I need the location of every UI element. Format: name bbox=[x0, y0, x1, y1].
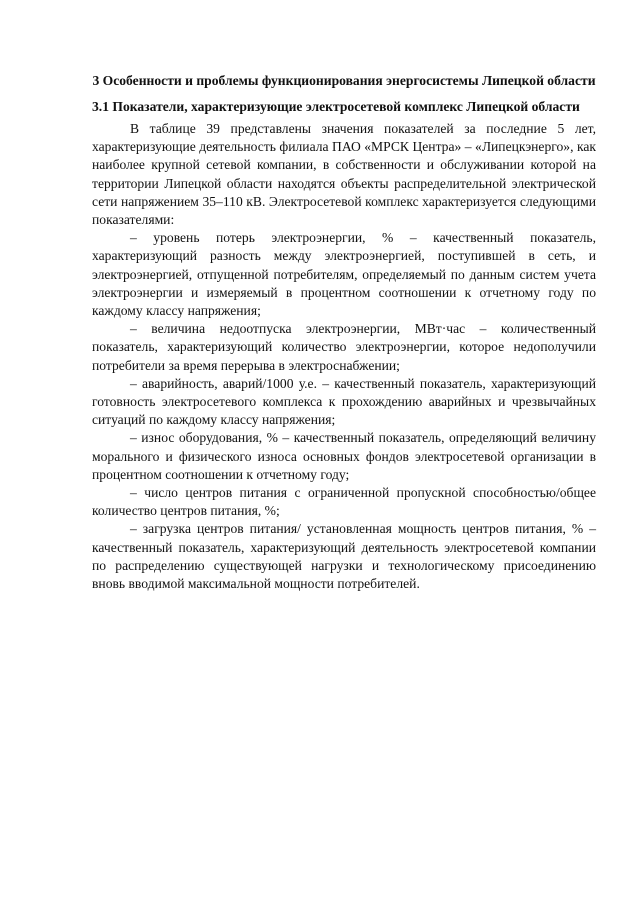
list-item: – износ оборудования, % – качественный показатель, определяющий величину морального и физического износа основных фондов электросетевой организации в процентном соотношении к отчетному году; bbox=[92, 430, 596, 482]
section-title: 3 Особенности и проблемы функционирования энергосистемы Липецкой области bbox=[92, 73, 596, 88]
list-item: – число центров питания с ограниченной пропускной способностью/общее количество центров питания, %; bbox=[92, 485, 596, 519]
list-item: – загрузка центров питания/ установленная мощность центров питания, % – качественный показатель, характеризующий деятельность электросетевой компании по распределению существующей нагрузки и технологическому присоединению вновь вводимой максимальной мощности потребителей. bbox=[92, 521, 596, 592]
list-item: – величина недоотпуска электроэнергии, МВт·час – количественный показатель, характеризующий количество электроэнергии, которое недополучили потребители за время перерыва в электроснабжении; bbox=[92, 321, 596, 373]
list-item: – аварийность, аварий/1000 у.е. – качественный показатель, характеризующий готовность электросетевого комплекса к прохождению аварийных и чрезвычайных ситуаций по каждому классу напряжения; bbox=[92, 375, 596, 428]
intro-paragraph: В таблице 39 представлены значения показателей за последние 5 лет, характеризующие деятельность филиала ПАО «МРСК Центра» – «Липецкэнерго», как наиболее крупной сетевой компании, в собственности и обслуживании которой на территории Липецкой области находятся объекты распределительной электрической сети напряжением 35–110 кВ. Электросетевой комплекс характеризуется следующими показателями: bbox=[92, 121, 596, 228]
list-item: – уровень потерь электроэнергии, % – качественный показатель, характеризующий разность между электроэнергией, поступившей в сеть, и электроэнергией, отпущенной потребителям, определяемый по данным систем учета электроэнергии и измеряемый в процентном соотношении к отчетному году по каждому классу напряжения; bbox=[92, 230, 596, 319]
indicator-list bbox=[92, 229, 596, 593]
subsection-title: 3.1 Показатели, характеризующие электросетевой комплекс Липецкой области bbox=[92, 99, 580, 114]
